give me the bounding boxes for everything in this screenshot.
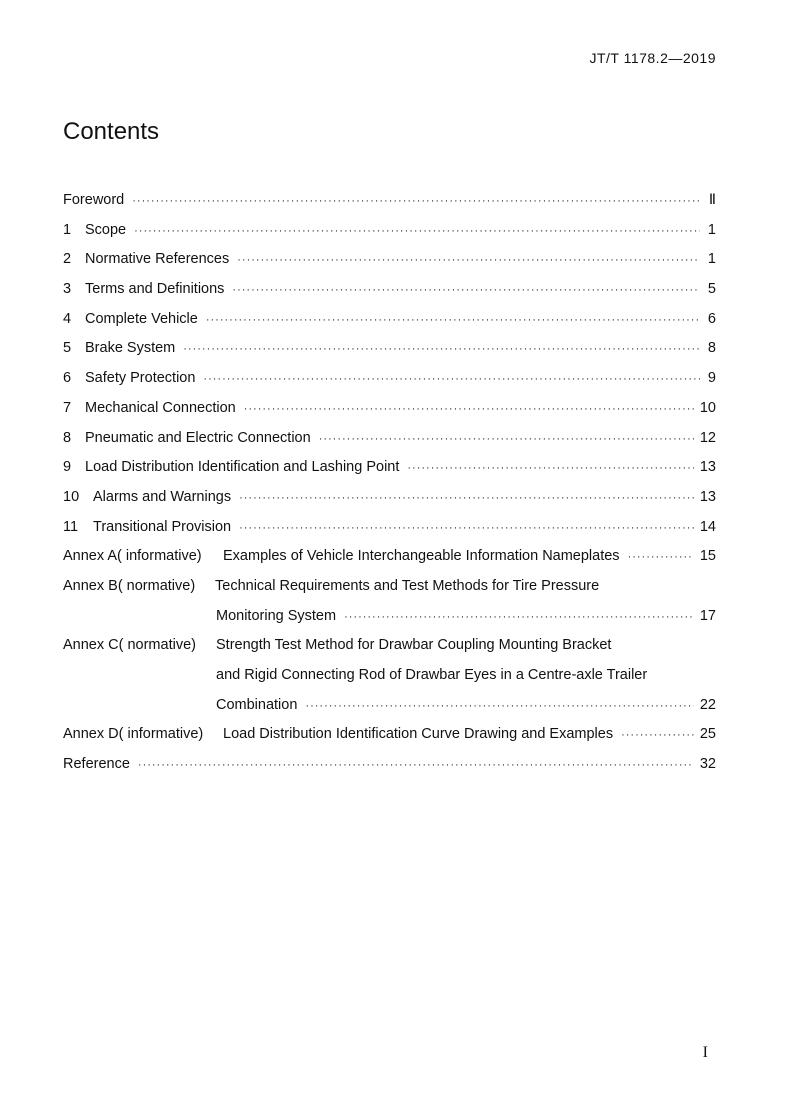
annex-prefix: Annex A( informative)	[63, 548, 202, 565]
toc-entry-clause-6[interactable]	[63, 364, 716, 394]
annex-prefix: Annex D( informative)	[63, 726, 204, 743]
toc-page-number: 10	[699, 399, 716, 416]
clause-number: 9	[63, 459, 72, 476]
clause-number: 4	[63, 310, 72, 327]
toc-entry-annex-c-continued[interactable]	[63, 691, 716, 721]
toc-label: Load Distribution Identification and Lashing Point	[85, 459, 400, 476]
toc-entry-clause-10[interactable]	[63, 483, 716, 513]
toc-label: Reference	[63, 756, 130, 773]
dot-leader	[237, 246, 700, 276]
clause-number: 7	[63, 399, 72, 416]
dot-leader	[305, 692, 693, 722]
toc-label: Complete Vehicle	[85, 310, 198, 327]
toc-entry-clause-4[interactable]	[63, 305, 716, 335]
toc-label: Scope	[85, 221, 127, 238]
dot-leader	[407, 454, 693, 484]
toc-label: Examples of Vehicle Interchangeable Information Nameplates	[223, 548, 620, 565]
toc-page-number: 25	[699, 726, 716, 743]
annex-prefix: Annex C( normative)	[63, 637, 196, 654]
dot-leader	[132, 187, 700, 217]
toc-entry-foreword[interactable]	[63, 186, 716, 216]
toc-page-number: 5	[707, 281, 716, 298]
dot-leader	[232, 276, 700, 306]
dot-leader	[239, 514, 694, 544]
clause-number: 3	[63, 281, 72, 298]
toc-entry-annex-c-continued[interactable]	[63, 661, 716, 691]
toc-label: Brake System	[85, 340, 176, 357]
toc-page-number: 32	[699, 756, 716, 773]
toc-entry-clause-7[interactable]	[63, 394, 716, 424]
dot-leader	[344, 603, 694, 633]
toc-entry-annex-c[interactable]	[63, 631, 716, 661]
toc-label: Foreword	[63, 192, 125, 208]
clause-number: 2	[63, 251, 72, 268]
standard-code: JT/T 1178.2—2019	[589, 50, 716, 66]
page-folio: I	[702, 1044, 708, 1061]
annex-prefix: Annex B( normative)	[63, 577, 196, 594]
toc-entry-reference[interactable]	[63, 750, 716, 780]
toc-page-number: 8	[707, 340, 716, 357]
clause-number: 8	[63, 429, 72, 446]
toc-page-number: 14	[699, 518, 716, 535]
toc-page-number: 22	[699, 696, 716, 713]
clause-number: 5	[63, 340, 72, 357]
table-of-contents	[63, 186, 716, 780]
toc-label: Pneumatic and Electric Connection	[85, 429, 311, 446]
dot-leader	[138, 751, 694, 781]
toc-label: Strength Test Method for Drawbar Coupling Mounting Bracket	[216, 637, 612, 654]
toc-label: Monitoring System	[216, 607, 337, 624]
clause-number: 11	[63, 518, 79, 535]
clause-number: 10	[63, 488, 80, 505]
toc-entry-clause-11[interactable]	[63, 513, 716, 543]
page-title: Contents	[63, 118, 160, 145]
toc-entry-annex-a[interactable]	[63, 542, 716, 572]
toc-page-number: Ⅱ	[708, 192, 716, 208]
toc-label: Normative References	[85, 251, 230, 268]
toc-entry-annex-b-continued[interactable]	[63, 602, 716, 632]
dot-leader	[621, 721, 694, 751]
toc-page-number: 15	[699, 548, 716, 565]
toc-page-number: 1	[707, 221, 716, 238]
toc-page-number: 13	[699, 488, 716, 505]
dot-leader	[134, 217, 700, 247]
toc-label: Safety Protection	[85, 370, 196, 387]
toc-entry-clause-8[interactable]	[63, 424, 716, 454]
clause-number: 1	[63, 221, 72, 238]
dot-leader	[319, 425, 694, 455]
toc-entry-annex-d[interactable]	[63, 720, 716, 750]
toc-entry-annex-b[interactable]	[63, 572, 716, 602]
toc-entry-clause-3[interactable]	[63, 275, 716, 305]
toc-page-number: 6	[707, 310, 716, 327]
toc-label: Transitional Provision	[93, 518, 232, 535]
toc-page-number: 1	[707, 251, 716, 268]
dot-leader	[628, 543, 694, 573]
dot-leader	[244, 395, 694, 425]
toc-label: Terms and Definitions	[85, 281, 225, 298]
dot-leader	[183, 335, 700, 365]
toc-entry-clause-9[interactable]	[63, 453, 716, 483]
toc-page-number: 13	[699, 459, 716, 476]
toc-label: Technical Requirements and Test Methods for Tire Pressure	[215, 577, 600, 594]
toc-entry-clause-1[interactable]	[63, 216, 716, 246]
clause-number: 6	[63, 370, 72, 387]
dot-leader	[239, 484, 694, 514]
toc-page-number: 17	[699, 607, 716, 624]
dot-leader	[206, 306, 700, 336]
toc-entry-clause-5[interactable]	[63, 334, 716, 364]
dot-leader	[203, 365, 700, 395]
toc-label: Combination	[216, 696, 298, 713]
toc-label: Load Distribution Identification Curve Drawing and Examples	[223, 726, 614, 743]
toc-entry-clause-2[interactable]	[63, 245, 716, 275]
toc-page-number: 12	[699, 429, 716, 446]
toc-label: and Rigid Connecting Rod of Drawbar Eyes in a Centre-axle Trailer	[216, 667, 648, 683]
toc-label: Alarms and Warnings	[93, 488, 232, 505]
toc-label: Mechanical Connection	[85, 399, 236, 416]
toc-page-number: 9	[707, 370, 716, 387]
